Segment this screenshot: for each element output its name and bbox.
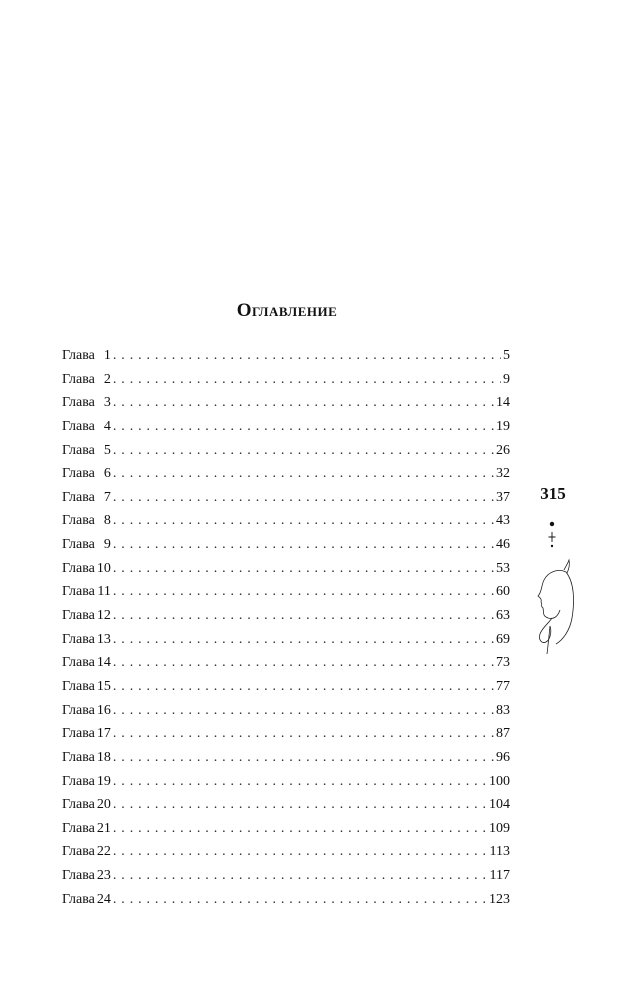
chapter-label: Глава	[62, 395, 95, 411]
dot-leader	[113, 864, 488, 888]
chapter-page-number: 113	[489, 844, 510, 860]
dot-leader	[113, 770, 487, 794]
chapter-number: 23	[96, 868, 111, 884]
chapter-page-number: 104	[489, 797, 510, 813]
chapter-page-number: 63	[496, 608, 510, 624]
chapter-page-number: 14	[496, 395, 510, 411]
chapter-number: 10	[96, 560, 111, 576]
chapter-label: Глава	[62, 868, 95, 884]
dot-leader	[113, 486, 494, 510]
dot-leader	[113, 746, 494, 770]
chapter-number: 2	[103, 371, 111, 387]
chapter-number: 15	[96, 678, 111, 694]
chapter-number: 4	[103, 418, 111, 434]
table-of-contents	[62, 344, 510, 911]
chapter-number: 3	[103, 395, 111, 411]
chapter-label: Глава	[62, 891, 95, 907]
chapter-number: 11	[97, 584, 111, 600]
toc-entry	[62, 391, 510, 415]
chapter-label: Глава	[62, 608, 95, 624]
toc-entry	[62, 817, 510, 841]
toc-entry	[62, 675, 510, 699]
chapter-number: 1	[103, 348, 111, 363]
page-number: 315	[540, 484, 566, 503]
chapter-label: Глава	[62, 678, 95, 694]
chapter-label: Глава	[62, 560, 95, 576]
chapter-number: 17	[96, 726, 111, 742]
chapter-number: 6	[103, 466, 111, 482]
chapter-page-number: 73	[496, 655, 510, 671]
dot-leader	[113, 344, 501, 368]
chapter-label: Глава	[62, 584, 95, 600]
toc-entry	[62, 509, 510, 533]
dot-leader	[113, 793, 487, 817]
toc-entry	[62, 840, 510, 864]
toc-entry	[62, 628, 510, 652]
chapter-page-number: 117	[489, 868, 510, 884]
chapter-label: Глава	[62, 631, 95, 647]
dot-leader	[113, 462, 494, 486]
toc-entry	[62, 770, 510, 794]
chapter-label: Глава	[62, 797, 95, 813]
chapter-page-number: 53	[496, 560, 510, 576]
chapter-label: Глава	[62, 348, 95, 363]
dot-leader	[113, 391, 494, 415]
toc-entry	[62, 486, 510, 510]
toc-entry	[62, 439, 510, 463]
dot-leader	[113, 840, 488, 864]
toc-entry	[62, 722, 510, 746]
chapter-label: Глава	[62, 466, 95, 482]
chapter-page-number: 109	[489, 820, 510, 836]
chapter-page-number: 96	[496, 749, 510, 765]
toc-entry	[62, 699, 510, 723]
toc-entry	[62, 580, 510, 604]
chapter-number: 13	[96, 631, 111, 647]
chapter-page-number: 123	[489, 891, 510, 907]
chapter-label: Глава	[62, 749, 95, 765]
dot-leader	[113, 722, 494, 746]
chapter-page-number: 60	[496, 584, 510, 600]
chapter-label: Глава	[62, 371, 95, 387]
chapter-label: Глава	[62, 442, 95, 458]
chapter-page-number: 83	[496, 702, 510, 718]
chapter-label: Глава	[62, 489, 95, 505]
chapter-label: Глава	[62, 537, 95, 553]
dot-leader	[113, 888, 487, 912]
chapter-number: 16	[96, 702, 111, 718]
dot-leader	[113, 699, 494, 723]
chapter-page-number: 100	[489, 773, 510, 789]
face-profile-line-drawing-icon	[528, 520, 580, 655]
chapter-number: 24	[96, 891, 111, 907]
chapter-page-number: 77	[496, 678, 510, 694]
toc-entry	[62, 864, 510, 888]
toc-entry	[62, 888, 510, 912]
toc-entry	[62, 368, 510, 392]
chapter-number: 7	[103, 489, 111, 505]
toc-entry	[62, 462, 510, 486]
dot-leader	[113, 651, 494, 675]
dot-leader	[113, 580, 494, 604]
chapter-label: Глава	[62, 773, 95, 789]
chapter-label: Глава	[62, 702, 95, 718]
toc-entry	[62, 533, 510, 557]
chapter-page-number: 32	[496, 466, 510, 482]
dot-leader	[113, 817, 487, 841]
chapter-number: 8	[103, 513, 111, 529]
chapter-label: Глава	[62, 513, 95, 529]
chapter-page-number: 87	[496, 726, 510, 742]
chapter-number: 20	[96, 797, 111, 813]
chapter-label: Глава	[62, 655, 95, 671]
dot-leader	[113, 439, 494, 463]
chapter-number: 12	[96, 608, 111, 624]
chapter-label: Глава	[62, 820, 95, 836]
dot-leader	[113, 368, 501, 392]
toc-entry	[62, 557, 510, 581]
chapter-page-number: 19	[496, 418, 510, 434]
chapter-page-number: 69	[496, 631, 510, 647]
dot-leader	[113, 533, 494, 557]
chapter-number: 19	[96, 773, 111, 789]
chapter-label: Глава	[62, 418, 95, 434]
dot-leader	[113, 675, 494, 699]
toc-entry	[62, 793, 510, 817]
dot-leader	[113, 509, 494, 533]
dot-leader	[113, 628, 494, 652]
chapter-number: 14	[96, 655, 111, 671]
chapter-label: Глава	[62, 726, 95, 742]
chapter-number: 5	[103, 442, 111, 458]
dot-leader	[113, 557, 494, 581]
toc-entry	[62, 415, 510, 439]
chapter-page-number: 5	[503, 348, 510, 363]
toc-entry	[62, 604, 510, 628]
chapter-page-number: 37	[496, 489, 510, 505]
toc-entry	[62, 651, 510, 675]
chapter-page-number: 43	[496, 513, 510, 529]
chapter-page-number: 9	[503, 371, 510, 387]
chapter-page-number: 46	[496, 537, 510, 553]
chapter-number: 18	[96, 749, 111, 765]
page-title: Оглавление	[236, 300, 338, 321]
chapter-number: 21	[96, 820, 111, 836]
toc-entry	[62, 344, 510, 368]
dot-leader	[113, 604, 494, 628]
toc-entry	[62, 746, 510, 770]
chapter-number: 22	[96, 844, 111, 860]
dot-leader	[113, 415, 494, 439]
chapter-page-number: 26	[496, 442, 510, 458]
chapter-label: Глава	[62, 844, 95, 860]
chapter-number: 9	[103, 537, 111, 553]
